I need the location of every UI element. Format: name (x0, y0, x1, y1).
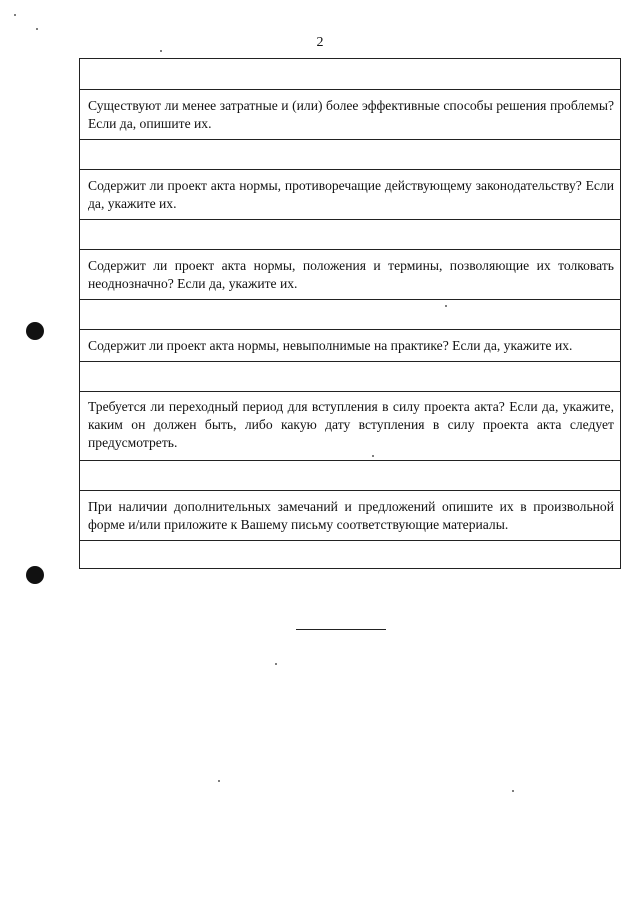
scan-speck (275, 663, 277, 665)
answer-field[interactable] (80, 361, 620, 391)
scan-speck (372, 455, 374, 457)
answer-field[interactable] (80, 460, 620, 490)
punch-hole-bottom (26, 566, 44, 584)
scan-speck (36, 28, 38, 30)
punch-hole-top (26, 322, 44, 340)
answer-field[interactable] (80, 59, 620, 89)
page-number: 2 (316, 35, 324, 50)
answer-field[interactable] (80, 299, 620, 329)
scan-speck (512, 790, 514, 792)
answer-field[interactable] (80, 540, 620, 568)
question-row (80, 249, 620, 299)
scan-speck (160, 50, 162, 52)
question-row (80, 169, 620, 219)
question-text: Требуется ли переходный период для вступления в силу проекта акта? Если да, укажите, каким он должен быть, либо какую дату вступления в силу проекта акта следует предусмотреть. (88, 399, 614, 450)
end-of-document-rule (296, 629, 386, 630)
question-text: Содержит ли проект акта нормы, положения и термины, позволяющие их толковать неоднозначно? Если да, укажите их. (88, 258, 614, 291)
answer-field[interactable] (80, 139, 620, 169)
question-text: Существуют ли менее затратные и (или) более эффективные способы решения проблемы? Если да, опишите их. (88, 98, 614, 131)
question-text: При наличии дополнительных замечаний и предложений опишите их в произвольной форме и/или приложите к Вашему письму соответствующие материалы. (88, 499, 614, 532)
question-row (80, 490, 620, 540)
question-row (80, 89, 620, 139)
answer-field[interactable] (80, 219, 620, 249)
scan-speck (218, 780, 220, 782)
scan-speck (14, 14, 16, 16)
question-text: Содержит ли проект акта нормы, противоречащие действующему законодательству? Если да, укажите их. (88, 178, 614, 211)
question-row (80, 329, 620, 361)
scan-speck (445, 305, 447, 307)
questionnaire-table (79, 58, 621, 569)
question-row (80, 391, 620, 460)
question-text: Содержит ли проект акта нормы, невыполнимые на практике? Если да, укажите их. (88, 338, 573, 353)
